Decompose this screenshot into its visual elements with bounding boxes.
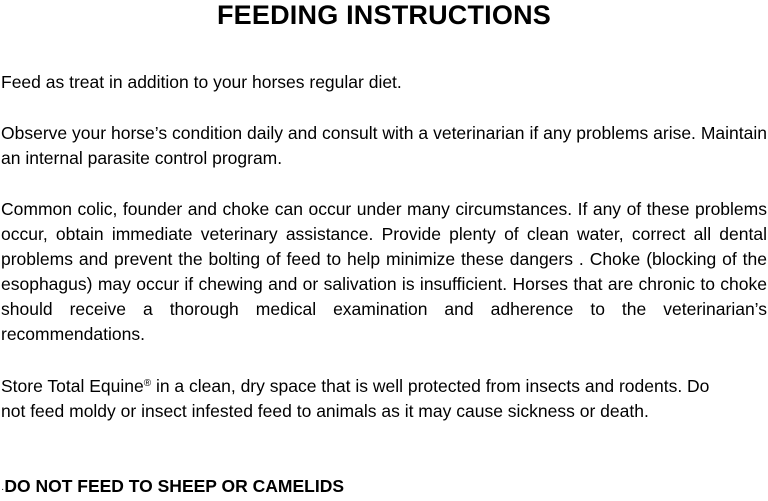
- health-risks-paragraph: Common colic, founder and choke can occur under many circumstances. If any of these problems occur, obtain immediate veterinary assistance. Provide plenty of clean water, correct all dental problems and prevent the bolting of feed to help minimize these dangers . Choke (blocking of the esophagus) may occur if chewing and or salivation is insufficient. Horses that are chronic to choke should receive a thorough medical examination and adherence to the veterinarian’s recommendations.: [1, 199, 767, 344]
- page-title: FEEDING INSTRUCTIONS: [216, 0, 551, 30]
- treat-paragraph: Feed as treat in addition to your horses regular diet.: [1, 72, 402, 92]
- warning-line: [1, 475, 344, 501]
- storage-paragraph: [1, 374, 721, 424]
- storage-text-start: Store Total Equine: [1, 376, 144, 396]
- warning-text: DO NOT FEED TO SHEEP OR CAMELIDS: [4, 476, 345, 496]
- warning-dot: ·: [1, 484, 5, 495]
- registered-mark: ®: [143, 378, 152, 389]
- storage-text-rest: in a clean, dry space that is well protected from insects and rodents. Do not feed moldy or insect infested feed to animals as it may cause sickness or death.: [1, 376, 710, 421]
- observation-paragraph: Observe your horse’s condition daily and consult with a veterinarian if any problems arise. Maintain an internal parasite control program.: [1, 123, 767, 168]
